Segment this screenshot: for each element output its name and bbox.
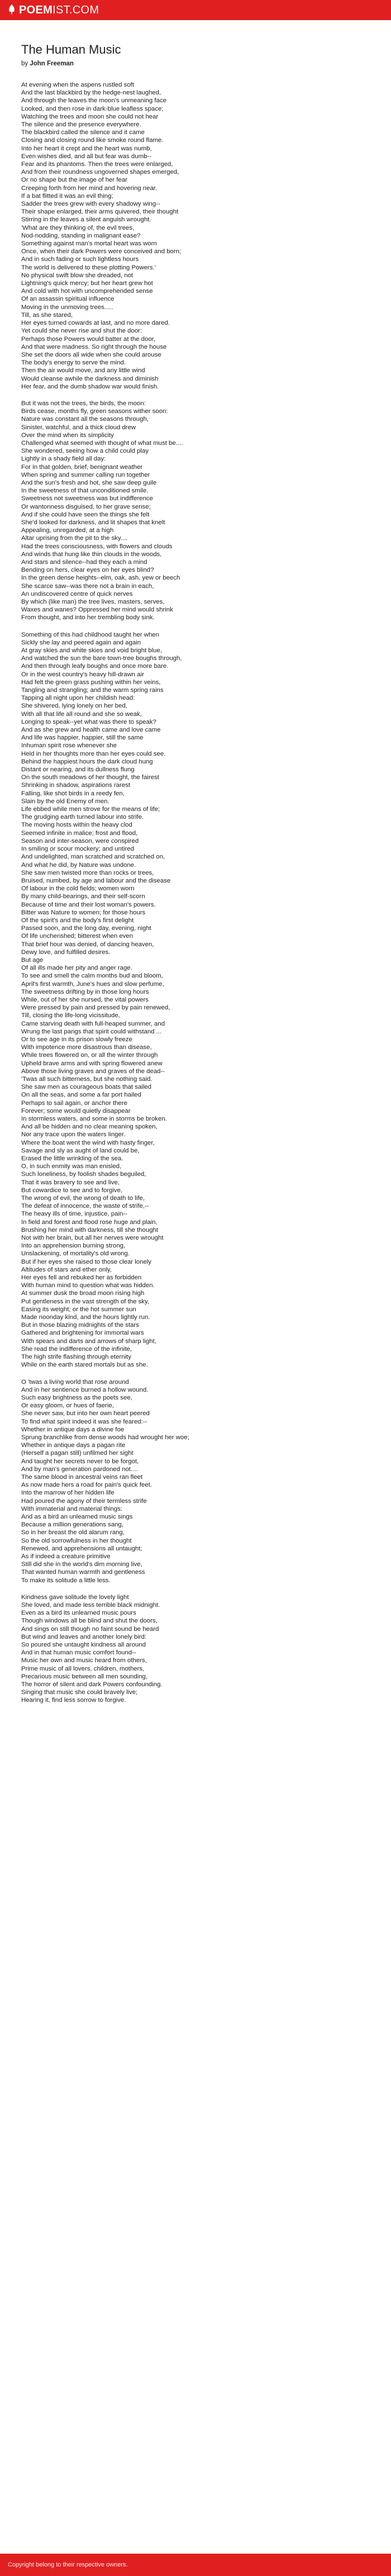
poem-line: Nature was constant all the seasons through, (21, 416, 149, 423)
poem-line: Dewy love, and fulfilled desires. (21, 948, 111, 956)
author-link[interactable]: John Freeman (30, 60, 74, 67)
poem-line: She scarce saw--was there not a brain in each, (21, 582, 154, 590)
poem-line: Lightly in a shady field all day: (21, 456, 106, 463)
poem-line: Till, closing the life-long vicissitude, (21, 1012, 120, 1019)
poem-line: Of life unchenshed; bitterest when even (21, 933, 133, 940)
poem-line: Still did she in the world's dim morning live, (21, 1561, 142, 1568)
poem-line: While on the earth stared mortals but as she. (21, 1361, 148, 1369)
poem-line: Of an assassin spiritual influence (21, 296, 115, 303)
poem-line: Music her own and music heard from others, (21, 1657, 147, 1664)
poem-line: That it was bravery to see and live, (21, 1179, 120, 1186)
poem-line: Inhuman spirit rose whenever she (21, 742, 117, 749)
poem-line: Though windows all be blind and shut the doors, (21, 1617, 158, 1625)
poem-line: Had the trees consciousness, with flowers and clouds (21, 543, 173, 550)
poem-line: Because of time and their lost woman's powers. (21, 901, 156, 908)
poem-line: Nod-nodding, standing in malignant ease? (21, 232, 141, 239)
poem-line: She wondered, seeing how a child could play (21, 448, 149, 455)
poem-line: And taught her secrets never to be forgot, (21, 1458, 139, 1465)
poem-line: The blackbird called the silence and it came (21, 129, 145, 136)
poem-line: By which (like man) the tree lives, masters, serves, (21, 599, 165, 605)
poem-line: Sadder the trees grew with every shadowy wing-- (21, 201, 160, 208)
poem-line: From thought, and into her trembling body sink. (21, 614, 155, 622)
poem-line: For in that golden, brief, benignant weather (21, 463, 143, 471)
poem-line: Distant or nearing, and its dullness flung (21, 766, 135, 774)
poem-line: Looked, and then rose in dark-blue leafless space; (21, 105, 164, 112)
poem-line: Sinister, watchful, and a thick cloud drew (21, 424, 136, 431)
poem-line: Seemed infinite in malice; frost and flood, (21, 829, 138, 837)
poem-line: As now made hers a road for pain's quick feet. (21, 1482, 152, 1489)
poem-line: Challenged what seemed with thought of what must be.... (21, 439, 183, 447)
poem-line: But if her eyes she raised to those clear lonely (21, 1258, 152, 1265)
copyright-text: Copyright belong to their respective owners. (8, 2561, 128, 2568)
poem-line: Yet could she never rise and shut the door: (21, 328, 142, 335)
poem-line: She read the indifference of the infinite, (21, 1345, 132, 1353)
poem-line: Had poured the agony of their termless strife (21, 1497, 147, 1505)
poem-line: And life was happier, happier, still the same (21, 734, 144, 742)
poem-line: Into the marrow of her hidden life (21, 1489, 115, 1497)
poem-line: Life ebbed while men strove for the means of life; (21, 806, 160, 813)
poem-line: And through the leaves the moon's unmeaning face (21, 97, 166, 105)
poem-line: At evening when the aspens rustled soft (21, 82, 134, 88)
poem-line: But age (21, 956, 44, 964)
poem-line: The world is delivered to these plotting Powers.' (21, 264, 156, 271)
poem-line: And as she grew and health came and love came (21, 727, 161, 734)
logo-text: POEM (19, 3, 53, 16)
poem-line: The moving hosts within the heavy clod (21, 822, 132, 829)
poem-line: When spring and summer calling run together (21, 471, 150, 478)
poem-line: Erased the little wrinkling of the sea. (21, 1155, 123, 1163)
poem-line: Would cleanse awhile the darkness and diminish (21, 375, 159, 382)
poem-line: Her eyes turned cowards at last, and no more dared. (21, 320, 170, 327)
poem-line: Something against man's mortal heart was worn (21, 240, 157, 248)
stanza (21, 1593, 373, 1705)
poem-line: Moving in the unmoving trees..... (21, 303, 113, 311)
poem-line: Into an apprehension burning strong, (21, 1242, 126, 1250)
poem-line: In the sweetness of that unconditioned smile. (21, 487, 149, 495)
poem-line: But wind and leaves and another lonely bird: (21, 1633, 147, 1640)
poem-line: So the old sorrowfulness in her thought (21, 1537, 132, 1544)
poem-line: Perhaps to sail again, or anchor there (21, 1099, 127, 1107)
poem-line: Of labour in the cold fields; women worn (21, 885, 135, 893)
poem-line: Precarious music between all men sounding, (21, 1673, 148, 1680)
poem-line: In field and forest and flood rose huge and plain, (21, 1218, 158, 1226)
stanza (21, 631, 373, 1369)
poem-line: To find what spirit indeed it was she feared:-- (21, 1418, 147, 1425)
site-logo[interactable] (8, 4, 99, 17)
poem-line: Birds cease, months fly, green seasons wither soon: (21, 408, 168, 415)
poem-line: Made noonday kind, and the hours lightly run. (21, 1314, 150, 1321)
poem-line: April's first warmth, June's hues and slow perfume, (21, 980, 164, 988)
poem-line: With human mind to question what was hidden. (21, 1282, 155, 1289)
poem-line: Shrinking in shadow, aspirations rarest (21, 782, 131, 789)
title-block (21, 42, 121, 67)
poem-line: (Herself a pagan still) unfilmed her sight (21, 1450, 133, 1457)
poem-line: But cowardice to see and to forgive, (21, 1187, 123, 1194)
poem-line: On all the seas, and some a far port hailed (21, 1092, 141, 1099)
poem-line: And all be hidden and no clear meaning spoken, (21, 1123, 158, 1131)
poem-line: So in her breast the old alarum rang, (21, 1529, 125, 1536)
poem-line: Were pressed by pain and pressed by pain renewed, (21, 1004, 170, 1012)
poem-line: Her eyes fell and rebuked her as forbidden (21, 1274, 142, 1282)
poem-line: As if indeed a creature primitive (21, 1553, 111, 1560)
byline-prefix: by (21, 60, 28, 67)
poem-line: Stirring in the leaves a silent anguish wrought. (21, 216, 151, 224)
poem-line: At gray skies and white skies and void bright blue, (21, 647, 162, 654)
poem-line: Sickly she lay and peered again and again (21, 639, 141, 646)
poem-line: 'Twas all such bitterness, but she nothing said. (21, 1075, 152, 1083)
poem-line: The sweetness drifting by in those long hours (21, 988, 149, 995)
poem-line: Put gentleness in the vast strength of the sky, (21, 1298, 149, 1305)
poem-line: No physical swift blow she dreaded, not (21, 272, 133, 279)
poem-line: And in such fading or such lightless hours (21, 256, 139, 263)
poem-line: Forever; some would quietly disappear (21, 1107, 131, 1114)
poem-line: Appealing, unregarded, at a high (21, 527, 114, 534)
poem-line: 'What are they thinking of, the evil trees, (21, 224, 135, 231)
poem-line: Sprung branchlike from dense woods had wrought her woe; (21, 1434, 189, 1441)
quill-icon (8, 4, 16, 16)
footer-bar (0, 2554, 391, 2576)
poem-line: The defeat of innocence, the waste of strife,-- (21, 1203, 149, 1210)
poem-line: And by man's generation pardoned not.... (21, 1465, 138, 1473)
stanza (21, 1378, 373, 1584)
poem-line: In the green dense heights--elm, oak, ash, yew or beech (21, 575, 180, 582)
poem-line: Bitter was Nature to women; for those hours (21, 909, 146, 916)
poem-line: She shivered, lying lonely on her bed, (21, 703, 127, 710)
poem-line: Whether in antique days a pagan rite (21, 1442, 126, 1449)
poem-line: And winds that hung like thin clouds in the woods, (21, 551, 162, 558)
poem-line: Perhaps those Powers would batter at the door, (21, 335, 155, 343)
poem-line: Once, when their dark Powers were conceived and born; (21, 248, 182, 255)
poem-line: While trees flowered on, or all the winter through (21, 1052, 158, 1059)
poem-line: Held in her thoughts more than her eyes could see. (21, 750, 166, 757)
poem-line: She loved, and made less terrible black midnight. (21, 1601, 160, 1609)
poem-line: And watched the sun the bare town-tree boughs through, (21, 655, 182, 662)
poem-line: Bending on hers, clear eyes on her eyes blind? (21, 567, 154, 574)
poem-line: Tangling and strangling; and the warm spring rains (21, 687, 164, 694)
poem-line: The wrong of evil, the wrong of death to life, (21, 1195, 145, 1202)
poem-line: Or no shape but the image of her fear (21, 177, 127, 184)
logo-suffix: IST.COM (53, 3, 99, 16)
poem-line: The high strife flashing through eternity (21, 1354, 131, 1361)
poem-line: Came starving death with full-heaped summer, and (21, 1020, 165, 1027)
poem-line: To see and smell the calm months bud and bloom, (21, 972, 163, 980)
poem-line: Slain by the old Enemy of men. (21, 798, 109, 805)
poem-line: And sings on still though no faint sound be heard (21, 1625, 159, 1633)
poem-line: With immaterial and material things: (21, 1505, 123, 1512)
poem-line: And if she could have seen the things she felt (21, 511, 150, 518)
poem-line: On the south meadows of her thought, the fairest (21, 774, 159, 781)
poem-line: In stormless waters, and some in storms be broken. (21, 1116, 167, 1122)
poem-line: Unslackening, of mortality's old wrong. (21, 1250, 130, 1258)
poem-line: And from their roundness ungoverned shapes emerged, (21, 169, 179, 176)
poem-line: Such easy brightness as the poets see, (21, 1394, 132, 1401)
poem-line: The grudging earth turned labour into strife. (21, 814, 144, 821)
poem-line: Because a million generations sang, (21, 1521, 123, 1529)
poem-line: Longing to speak--yet what was there to speak? (21, 718, 156, 725)
poem-line: Then the air would move, and any little wind (21, 367, 145, 374)
poem-line: At summer dusk the broad moon rising high (21, 1290, 145, 1297)
byline (21, 60, 121, 67)
poem-line: But in those blazing midnights of the stars (21, 1322, 139, 1329)
poem-line: The body's energy to serve the mind. (21, 359, 126, 367)
poem-line: Or in the west country's heavy hill-drawn air (21, 671, 144, 678)
poem-line: To make its solitude a little less. (21, 1577, 111, 1584)
poem-line: That brief hour was denied, of dancing heaven, (21, 941, 154, 948)
stanza (21, 400, 373, 622)
poem-line: The silence and the presence everywhere. (21, 121, 141, 129)
poem-line: Brushing her mind with darkness, till she thought (21, 1226, 159, 1234)
poem-line: An undiscovered centre of quick nerves (21, 590, 133, 597)
poem-line: Above those living graves and graves of the dead-- (21, 1068, 165, 1075)
poem-line: She never saw, but into her own heart peered (21, 1410, 150, 1417)
poem-line: And as a bird an unlearned music sings (21, 1513, 133, 1520)
poem-line: And stars and silence--had they each a mind (21, 558, 147, 566)
poem-line: Prime music of all lovers, children, mothers, (21, 1665, 145, 1672)
poem-line: Had felt the green grass pushing within her veins, (21, 679, 161, 686)
poem-line: Even as a bird its unlearned music pours (21, 1610, 136, 1617)
poem-line: Over the mind when its simplicity (21, 431, 114, 439)
poem-line: She saw men twisted more than rocks or trees, (21, 869, 154, 876)
poem-line: And in that human music comfort found-- (21, 1649, 136, 1657)
poem-line: And undelighted, man scratched and scratched on, (21, 853, 165, 861)
poem-line: Lightning's quick mercy; but her heart grew hot (21, 280, 153, 287)
poem-line: Season and inter-season, were conspired (21, 837, 139, 845)
poem-line: And in her sentience burned a hollow wound. (21, 1386, 149, 1393)
poem-line: Fear and its phantoms. Then the trees were enlarged, (21, 161, 173, 168)
poem-line: Behind the happiest hours the dark cloud hung (21, 758, 153, 765)
poem-line: She set the doors all wide when she could arouse (21, 351, 161, 358)
poem-line: Into her heart it crept and the heart was numb, (21, 145, 152, 152)
poem-line: Nor any trace upon the waters linger. (21, 1131, 126, 1138)
poem-line: Such loneliness, by foolish shades beguiled, (21, 1171, 146, 1178)
poem-line: Not with her brain, but all her nerves were wrought (21, 1235, 164, 1242)
poem-line: Or wantonness disguised, to her grave sense; (21, 503, 151, 510)
poem-line: While, out of her she nursed, the vital powers (21, 996, 149, 1003)
poem-line: Of the spirit's and the body's first delight (21, 917, 134, 924)
poem-line: Till, as she stared, (21, 311, 73, 319)
poem-line: Hearing it, find less sorrow to forgive. (21, 1697, 126, 1704)
poem-line: Renewed, and apprehensions all untaught; (21, 1545, 142, 1552)
poem-line: Where the boat went the wind with hasty finger, (21, 1139, 155, 1146)
poem-line: Singing that music she could bravely live; (21, 1689, 138, 1696)
poem-line: Watching the trees and moon she could not hear (21, 113, 159, 120)
poem-title: The Human Music (21, 42, 121, 56)
header-bar (0, 0, 391, 20)
poem-body (21, 81, 373, 1714)
poem-line: The horror of silent and dark Powers confounding. (21, 1681, 163, 1688)
poem-line: That wanted human warmth and gentleness (21, 1569, 145, 1576)
poem-line: And cold with hot with uncomprehended sense (21, 288, 153, 295)
poem-line: And that were madness. So right through the house (21, 343, 167, 350)
poem-line: And what he did, by Nature was undone. (21, 861, 136, 869)
poem-line: O, in such enmity was man enisled, (21, 1163, 122, 1170)
poem-line: She saw men as courageous boats that sailed (21, 1084, 152, 1091)
poem-line: By many child-bearings, and their self-scorn (21, 893, 145, 900)
poem-line: Easing its weight; or the hot summer sun (21, 1306, 136, 1313)
poem-line: The same blood in ancestral veins ran fleet (21, 1473, 143, 1481)
poem-line: Tapping all night upon her childish head: (21, 695, 135, 702)
poem-line: Of all ills made her pity and anger rage. (21, 965, 132, 972)
poem-line: With all that life all round and she so weak, (21, 710, 142, 718)
poem-line: Her fear, and the dumb shadow war would finish. (21, 383, 159, 390)
poem-line: And the last blackbird by the hedge-nest laughed, (21, 89, 161, 97)
poem-line: Waxes and wanes? Oppressed her mind would shrink (21, 606, 173, 614)
poem-line: Savage and sly as aught of land could be, (21, 1147, 140, 1154)
poem-line: Creeping forth from her mind and hovering near. (21, 184, 158, 192)
poem-line: Falling, like shot birds in a reedy fen, (21, 790, 125, 797)
poem-line: With spears and darts and arrows of sharp light, (21, 1337, 156, 1345)
poem-line: Upheld brave arms and with spring flowered anew (21, 1060, 163, 1067)
poem-line: If a bat flitted it was an evil thing; (21, 192, 113, 200)
poem-line: Whether in antique days a divine foe (21, 1426, 125, 1433)
poem-line: Or to see age in its prison slowly freeze (21, 1036, 132, 1043)
poem-line: She'd looked for darkness, and lit shapes that knelt (21, 519, 165, 526)
poem-line: Kindness gave solitude the lovely light (21, 1593, 129, 1601)
poem-line: Passed soon, and the long day, evening, night (21, 925, 151, 932)
poem-line: And the sun's fresh and hot, she saw deep guile (21, 479, 157, 486)
poem-line: The heavy ills of time, injustice, pain-- (21, 1211, 127, 1218)
poem-line: Wrung the last pangs that spirit could withstand ... (21, 1028, 162, 1035)
stanza (21, 81, 373, 391)
poem-line: Bruised, numbed, by age and labour and the disease (21, 877, 171, 884)
poem-line: Sweetness not sweetness was but indifference (21, 495, 153, 502)
poem-line: Even wishes died, and all but fear was dumb-- (21, 153, 151, 160)
poem-line: So poured she untaught kindness all around (21, 1642, 146, 1648)
poem-line: O 'twas a living world that rose around (21, 1378, 129, 1386)
poem-line: Something of this had childhood taught her when (21, 631, 159, 638)
poem-line: But it was not the trees, the birds, the moon: (21, 400, 146, 407)
poem-line: With impotence more disastrous than disease, (21, 1044, 152, 1051)
poem-line: Gathered and brightening for immortal wars (21, 1330, 144, 1337)
poem-line: In smiling or scour mockery; and untired (21, 846, 134, 853)
poem-line: And then through leafy boughs and once more bare. (21, 663, 169, 670)
poem-line: Altar uprising from the pit to the sky.... (21, 535, 128, 542)
poem-line: Closing and closing round like smoke round flame. (21, 137, 164, 144)
poem-line: Or easy gloom, or hues of faerie, (21, 1402, 114, 1410)
poem-line: Altitudes of stars and ether only, (21, 1266, 112, 1273)
poem-line: Their shape enlarged, their arms quivered, their thought (21, 208, 179, 216)
